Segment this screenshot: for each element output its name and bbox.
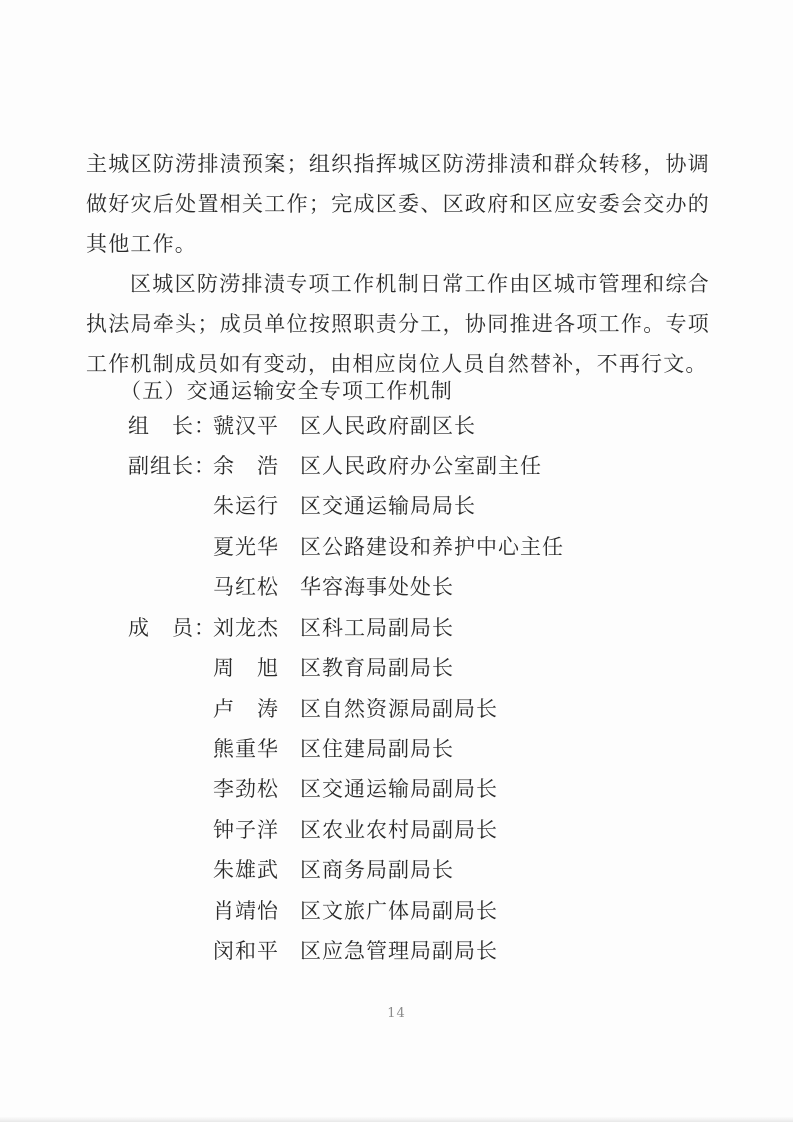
roster-name: 朱雄武 <box>213 858 279 882</box>
roster-name: 肖靖怡 <box>213 899 279 923</box>
roster-name: 钟子洋 <box>213 818 279 842</box>
roster-name: 夏光华 <box>213 535 279 559</box>
roster-position: 区住建局副局长 <box>300 737 454 761</box>
body-paragraph: 区城区防涝排渍专项工作机制日常工作由区城市管理和综合执法局牵头；成员单位按照职责分工，协同推进各项工作。专项工作机制成员如有变动，由相应岗位人员自然替补，不再行文。 <box>86 272 710 376</box>
roster-name: 李劲松 <box>213 777 279 801</box>
roster-position: 区农业农村局副局长 <box>300 818 498 842</box>
roster-position: 区科工局副局长 <box>300 616 454 640</box>
roster-role: 成 员： <box>128 616 216 640</box>
roster-name: 闵和平 <box>213 939 279 963</box>
roster-name: 马红松 <box>213 575 279 599</box>
roster-name: 余 浩 <box>213 454 279 478</box>
roster-role: 副组长： <box>128 454 216 478</box>
roster-name: 朱运行 <box>213 494 279 518</box>
roster-name: 虢汉平 <box>213 414 279 438</box>
section-heading: （五）交通运输安全专项工作机制 <box>120 379 453 403</box>
roster-position: 区人民政府办公室副主任 <box>300 454 542 478</box>
scan-edge-divider <box>0 1116 793 1122</box>
body-paragraph: 主城区防涝排渍预案；组织指挥城区防涝排渍和群众转移，协调做好灾后处置相关工作；完成区委、区政府和区应安委会交办的其他工作。 <box>86 152 710 256</box>
roster-position: 区公路建设和养护中心主任 <box>300 535 564 559</box>
roster-position: 区商务局副局长 <box>300 858 454 882</box>
roster-position: 华容海事处处长 <box>300 575 454 599</box>
page-number: 14 <box>387 1006 406 1021</box>
roster-role: 组 长： <box>128 414 216 438</box>
roster-name: 卢 涛 <box>213 697 279 721</box>
roster-position: 区人民政府副区长 <box>300 414 476 438</box>
roster-position: 区教育局副局长 <box>300 656 454 680</box>
roster-name: 熊重华 <box>213 737 279 761</box>
roster-position: 区交通运输局副局长 <box>300 777 498 801</box>
roster-name: 刘龙杰 <box>213 616 279 640</box>
roster-name: 周 旭 <box>213 656 279 680</box>
roster-position: 区自然资源局副局长 <box>300 697 498 721</box>
roster-position: 区文旅广体局副局长 <box>300 899 498 923</box>
roster-position: 区应急管理局副局长 <box>300 939 498 963</box>
roster-position: 区交通运输局局长 <box>300 494 476 518</box>
